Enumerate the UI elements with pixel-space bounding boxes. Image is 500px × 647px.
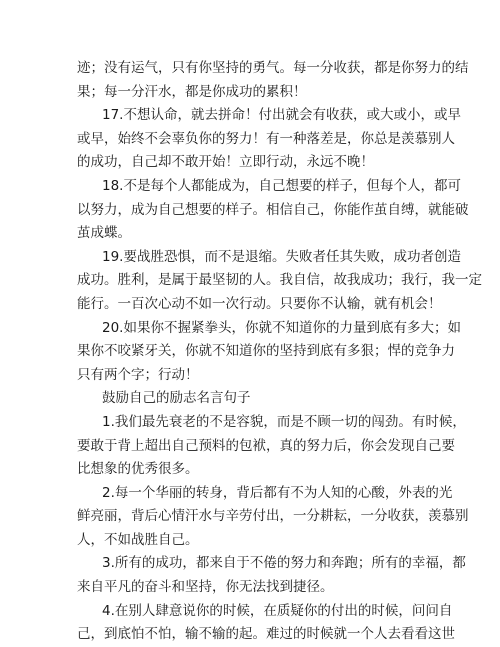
text-line: 人，不如战胜自己。 — [77, 531, 199, 548]
text-line: 鲜亮丽，背后心情汗水与辛劳付出，一分耕耘，一分收获，羡慕别 — [77, 508, 469, 525]
text-line: 4.在别人肆意说你的时候，在质疑你的付出的时候，问问自 — [102, 602, 453, 619]
text-line: 己，到底怕不怕，输不输的起。难过的时候就一个人去看看这世 — [77, 626, 455, 643]
text-line: 19.要战胜恐惧，而不是退缩。失败者任其失败，成功者创造 — [102, 248, 461, 265]
text-line: 果；每一分汗水，都是你成功的累积！ — [77, 83, 307, 100]
text-line: 果你不咬紧牙关，你就不知道你的坚持到底有多狠；悍的竞争力 — [77, 343, 455, 360]
text-line: 要敢于背上超出自己预料的包袱，真的努力后，你会发现自己要 — [77, 437, 455, 454]
text-line: 或早，始终不会辜负你的努力！有一种落差是，你总是羡慕别人 — [77, 130, 455, 147]
text-line: 只有两个字；行动！ — [77, 366, 199, 383]
text-line: 18.不是每个人都能成为，自己想要的样子，但每个人，都可 — [102, 177, 461, 194]
text-line: 来自平凡的奋斗和坚持，你无法找到捷径。 — [77, 579, 334, 596]
text-line: 1.我们最先衰老的不是容貌，而是不顾一切的闯劲。有时候， — [102, 413, 466, 430]
text-line: 茧成蝶。 — [77, 225, 131, 242]
text-line: 17.不想认命，就去拼命！付出就会有收获，或大或小，或早 — [102, 107, 461, 124]
text-line: 20.如果你不握紧拳头，你就不知道你的力量到底有多大；如 — [102, 319, 461, 336]
text-line: 的成功，自己却不敢开始！立即行动，永远不晚！ — [77, 154, 374, 171]
text-line: 能行。一百次心动不如一次行动。只要你不认输，就有机会！ — [77, 295, 442, 312]
text-line: 迹；没有运气，只有你坚持的勇气。每一分收获，都是你努力的结 — [77, 60, 469, 76]
text-line: 2.每一个华丽的转身，背后都有不为人知的心酸，外表的光 — [102, 484, 453, 501]
document-body — [0, 57, 500, 647]
text-line: 成功。胜利，是属于最坚韧的人。我自信，故我成功；我行，我一定 — [77, 272, 482, 289]
text-line: 比想象的优秀很多。 — [77, 461, 199, 478]
text-line: 3.所有的成功，都来自于不倦的努力和奔跑；所有的幸福，都 — [102, 555, 466, 572]
text-line: 以努力，成为自己想要的样子。相信自己，你能作茧自缚，就能破 — [77, 201, 469, 218]
section-heading: 鼓励自己的励志名言句子 — [102, 390, 251, 407]
